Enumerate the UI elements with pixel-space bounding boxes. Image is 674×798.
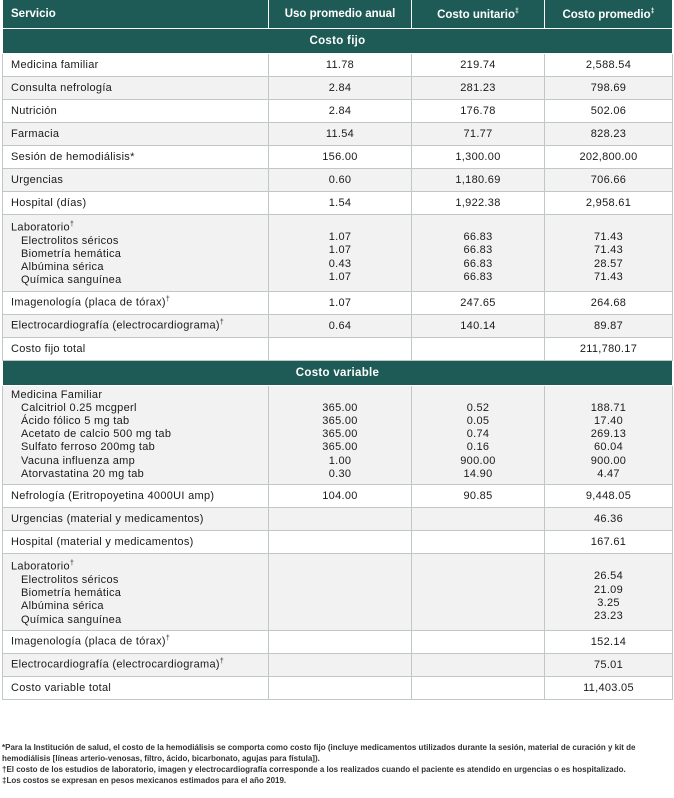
lab-item-avg: 71.43 (593, 270, 624, 283)
med-item-uso: 365.00 (322, 415, 358, 428)
footnote-hemodialisis: *Para la Institución de salud, el costo de la hemodiálisis se comporta como costo fijo (incluye medicamentos utilizados durante la sesión, material de curación y kit de hemodiálisis [líneas arterio-venosas, filtro, ácido, bicarbonato, agujas para fístula]). (2, 743, 636, 763)
row-avg: 9,448.05 (545, 485, 673, 508)
row-uso: 11.54 (269, 123, 412, 146)
service-label: Consulta nefrología (11, 82, 113, 94)
row-uso: 0.60 (269, 169, 412, 192)
var-lab-group (3, 554, 673, 631)
fijo-row (3, 123, 673, 146)
row-avg: 75.01 (545, 653, 673, 676)
var-lab-title: Laboratorio (11, 560, 70, 573)
service-label: Imagenología (placa de tórax) (11, 636, 166, 649)
total-label: Costo fijo total (3, 337, 269, 360)
fijo-row (3, 169, 673, 192)
service-label: Electrocardiografía (electrocardiograma) (11, 659, 220, 672)
lab-item-uso: 1.07 (328, 244, 352, 257)
med-item-unit: 0.16 (466, 441, 490, 454)
var-lab-avg (545, 554, 673, 631)
service-mark: † (219, 319, 225, 327)
var-total-row (3, 676, 673, 699)
row-service (3, 314, 269, 337)
lab-item-uso: 1.07 (328, 231, 352, 244)
row-unit: 281.23 (412, 77, 545, 100)
med-item-unit: 14.90 (463, 467, 493, 480)
lab-item-avg: 28.57 (593, 257, 624, 270)
service-label: Nutrición (11, 105, 58, 117)
med-item-name: Ácido fólico 5 mg tab (21, 415, 130, 428)
lab-item-avg: 71.43 (593, 244, 624, 257)
med-item-avg: 17.40 (593, 415, 624, 428)
row-avg: 202,800.00 (545, 146, 673, 169)
var-electro-row (3, 653, 673, 676)
row-unit: 219.74 (412, 54, 545, 77)
lab-item-avg: 21.09 (593, 583, 624, 596)
row-service: Urgencias (material y medicamentos) (3, 508, 269, 531)
med-item-name: Acetato de calcio 500 mg tab (21, 428, 172, 441)
cost-table (2, 0, 673, 700)
lab-item-unit: 66.83 (463, 231, 493, 244)
header-row (3, 0, 673, 29)
header-costo-unitario (412, 0, 545, 29)
var-lab-mark: † (69, 560, 75, 568)
row-service: Hospital (material y medicamentos) (3, 531, 269, 554)
lab-item-name: Albúmina sérica (21, 261, 104, 274)
row-uso: 156.00 (269, 146, 412, 169)
fijo-lab-avg (545, 215, 673, 292)
row-avg: 2,958.61 (545, 192, 673, 215)
lab-item-uso: 1.07 (328, 270, 352, 283)
med-item-uso: 365.00 (322, 401, 358, 414)
med-item-avg: 60.04 (593, 441, 624, 454)
lab-item-uso: 0.43 (328, 257, 352, 270)
row-avg: 2,588.54 (545, 54, 673, 77)
med-item-uso: 0.30 (328, 467, 352, 480)
fijo-imagen-row (3, 291, 673, 314)
row-uso: 104.00 (269, 485, 412, 508)
row-avg: 798.69 (545, 77, 673, 100)
med-item-avg: 269.13 (590, 428, 627, 441)
header-costo-promedio-mark: ‡ (650, 7, 655, 15)
row-uso: 1.07 (269, 291, 412, 314)
row-service (3, 169, 269, 192)
med-item-name: Sulfato ferroso 200mg tab (21, 441, 156, 454)
row-avg: 502.06 (545, 100, 673, 123)
row-uso: 2.84 (269, 100, 412, 123)
var-urgencias-row (3, 508, 673, 531)
med-item-unit: 0.05 (466, 415, 490, 428)
fijo-lab-names (3, 215, 269, 292)
row-uso: 0.64 (269, 314, 412, 337)
var-medfam-uso (269, 385, 412, 484)
var-medfam-unit (412, 385, 545, 484)
lab-item-name: Biometría hemática (21, 248, 122, 261)
fijo-row (3, 77, 673, 100)
row-avg: 264.68 (545, 291, 673, 314)
lab-item-unit: 66.83 (463, 244, 493, 257)
row-unit: 1,922.38 (412, 192, 545, 215)
med-item-name: Vacuna influenza amp (21, 454, 136, 467)
service-label: Hospital (días) (11, 197, 87, 209)
header-uso: Uso promedio anual (269, 0, 412, 29)
row-unit: 140.14 (412, 314, 545, 337)
row-avg: 46.36 (545, 508, 673, 531)
total-value: 211,780.17 (545, 337, 673, 360)
var-medfam-group (3, 385, 673, 484)
service-label: Medicina familiar (11, 59, 99, 71)
lab-item-unit: 66.83 (463, 270, 493, 283)
service-label: Electrocardiografía (electrocardiograma) (11, 320, 220, 332)
var-nefro-row (3, 485, 673, 508)
row-avg: 167.61 (545, 531, 673, 554)
row-service (3, 100, 269, 123)
row-unit: 1,300.00 (412, 146, 545, 169)
footnotes (2, 742, 670, 786)
row-avg: 706.66 (545, 169, 673, 192)
lab-item-name: Química sanguínea (21, 274, 122, 287)
section-title: Costo fijo (3, 29, 673, 54)
med-item-name: Atorvastatina 20 mg tab (21, 467, 145, 480)
row-service (3, 146, 269, 169)
row-unit: 71.77 (412, 123, 545, 146)
fijo-row (3, 100, 673, 123)
row-unit: 1,180.69 (412, 169, 545, 192)
header-costo-promedio-label: Costo promedio (562, 8, 651, 21)
med-item-avg: 188.71 (590, 401, 627, 414)
var-medfam-names (3, 385, 269, 484)
lab-item-avg: 26.54 (593, 570, 624, 583)
service-label: Urgencias (11, 174, 64, 186)
service-mark: * (130, 151, 135, 163)
row-avg: 89.87 (545, 314, 673, 337)
total-value: 11,403.05 (545, 676, 673, 699)
service-label: Imagenología (placa de tórax) (11, 297, 166, 309)
fijo-row (3, 146, 673, 169)
fijo-row (3, 192, 673, 215)
med-item-avg: 900.00 (590, 454, 627, 467)
row-service (3, 653, 269, 676)
fijo-lab-unit (412, 215, 545, 292)
row-service (3, 630, 269, 653)
row-avg: 152.14 (545, 630, 673, 653)
lab-item-name: Albúmina sérica (21, 600, 104, 613)
fijo-lab-mark: † (69, 221, 75, 228)
service-label: Farmacia (11, 128, 60, 140)
med-item-uso: 365.00 (322, 441, 358, 454)
row-avg: 828.23 (545, 123, 673, 146)
footnote-pesos: ‡Los costos se expresan en pesos mexicanos estimados para el año 2019. (2, 776, 287, 785)
var-hospital-row (3, 531, 673, 554)
lab-item-name: Electrolitos séricos (21, 573, 119, 586)
med-item-unit: 0.74 (466, 428, 490, 441)
med-item-uso: 1.00 (328, 454, 352, 467)
lab-item-name: Electrolitos séricos (21, 234, 119, 247)
fijo-lab-title: Laboratorio (11, 221, 70, 234)
fijo-electro-row (3, 314, 673, 337)
section-costo-variable (3, 360, 673, 385)
lab-item-name: Biometría hemática (21, 587, 122, 600)
med-item-name: Calcitriol 0.25 mcgperl (21, 401, 137, 414)
header-costo-unitario-label: Costo unitario (437, 8, 516, 21)
lab-item-avg: 71.43 (593, 231, 624, 244)
fijo-row (3, 54, 673, 77)
header-costo-unitario-mark: ‡ (515, 7, 519, 15)
row-unit: 90.85 (412, 485, 545, 508)
row-service (3, 77, 269, 100)
section-title: Costo variable (3, 360, 673, 385)
lab-item-avg: 23.23 (593, 609, 624, 622)
med-item-unit: 0.52 (466, 401, 490, 414)
row-service (3, 123, 269, 146)
lab-item-unit: 66.83 (463, 257, 493, 270)
row-uso: 11.78 (269, 54, 412, 77)
service-mark: † (219, 658, 225, 666)
service-mark: † (165, 296, 171, 304)
row-service (3, 192, 269, 215)
var-lab-names (3, 554, 269, 631)
fijo-lab-uso (269, 215, 412, 292)
fijo-lab-group (3, 215, 673, 292)
service-label: Sesión de hemodiálisis (11, 151, 131, 163)
section-costo-fijo (3, 29, 673, 54)
var-medfam-avg (545, 385, 673, 484)
row-service (3, 291, 269, 314)
row-unit: 176.78 (412, 100, 545, 123)
row-uso: 1.54 (269, 192, 412, 215)
total-label: Costo variable total (3, 676, 269, 699)
med-item-avg: 4.47 (597, 467, 620, 480)
med-item-uso: 365.00 (322, 428, 358, 441)
fijo-total-row (3, 337, 673, 360)
var-medfam-title: Medicina Familiar (11, 388, 103, 401)
row-uso: 2.84 (269, 77, 412, 100)
var-imagen-row (3, 630, 673, 653)
service-mark: † (165, 635, 171, 643)
row-service (3, 54, 269, 77)
header-costo-promedio (545, 0, 673, 29)
row-unit: 247.65 (412, 291, 545, 314)
lab-item-name: Química sanguínea (21, 613, 122, 626)
lab-item-avg: 3.25 (597, 596, 620, 609)
med-item-unit: 900.00 (460, 454, 496, 467)
footnote-estudios: †El costo de los estudios de laboratorio, imagen y electrocardiografía corresponde a los realizados cuando el paciente es atendido en urgencias o es hospitalizado. (2, 765, 626, 774)
header-servicio: Servicio (3, 0, 269, 29)
row-service: Nefrología (Eritropoyetina 4000UI amp) (3, 485, 269, 508)
